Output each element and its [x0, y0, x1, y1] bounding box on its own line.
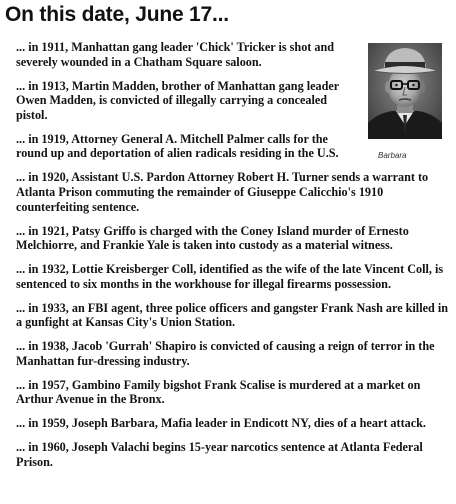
entry-1913: ... in 1913, Martin Madden, brother of Manhattan gang leader Owen Madden, is convicted of illegally carrying a concealed pistol.	[16, 78, 339, 122]
page-title: On this date, June 17...	[5, 3, 229, 26]
entry-1920: ... in 1920, Assistant U.S. Pardon Attorney Robert H. Turner sends a warrant to Atlanta Prison commuting the remainder of Giuseppe Calicchio's 1910 counterfeiting sentence.	[16, 170, 429, 214]
portrait-image	[368, 43, 442, 139]
entry-1959: ... in 1959, Joseph Barbara, Mafia leader in Endicott NY, dies of a heart attack.	[16, 416, 426, 431]
entry-1921: ... in 1921, Patsy Griffo is charged with the Coney Island murder of Ernesto Melchiorre, and Frankie Yale is taken into custody as a material witness.	[16, 223, 409, 253]
entry-1957: ... in 1957, Gambino Family bigshot Frank Scalise is murdered at a market on Arthur Avenue in the Bronx.	[16, 377, 421, 407]
entry-1933: ... in 1933, an FBI agent, three police officers and gangster Frank Nash are killed in a gunfight at Kansas City's Union Station.	[16, 300, 448, 330]
photo-caption: Barbara	[378, 151, 407, 160]
entry-1919: ... in 1919, Attorney General A. Mitchell Palmer calls for the round up and deportation of alien radicals residing in the U.S.	[16, 131, 339, 161]
entry-1960: ... in 1960, Joseph Valachi begins 15-year narcotics sentence at Atlanta Federal Prison.	[16, 440, 423, 469]
entry-1932: ... in 1932, Lottie Kreisberger Coll, identified as the wife of the late Vincent Coll, is sentenced to six months in the workhouse for illegal firearms possession.	[16, 262, 444, 291]
entry-1911: ... in 1911, Manhattan gang leader 'Chick' Tricker is shot and severely wounded in a Chatham Square saloon.	[16, 40, 335, 69]
entries-list	[16, 40, 448, 479]
entry-1938: ... in 1938, Jacob 'Gurrah' Shapiro is convicted of causing a reign of terror in the Manhattan fur-dressing industry.	[16, 339, 435, 368]
portrait-photo	[368, 43, 442, 139]
